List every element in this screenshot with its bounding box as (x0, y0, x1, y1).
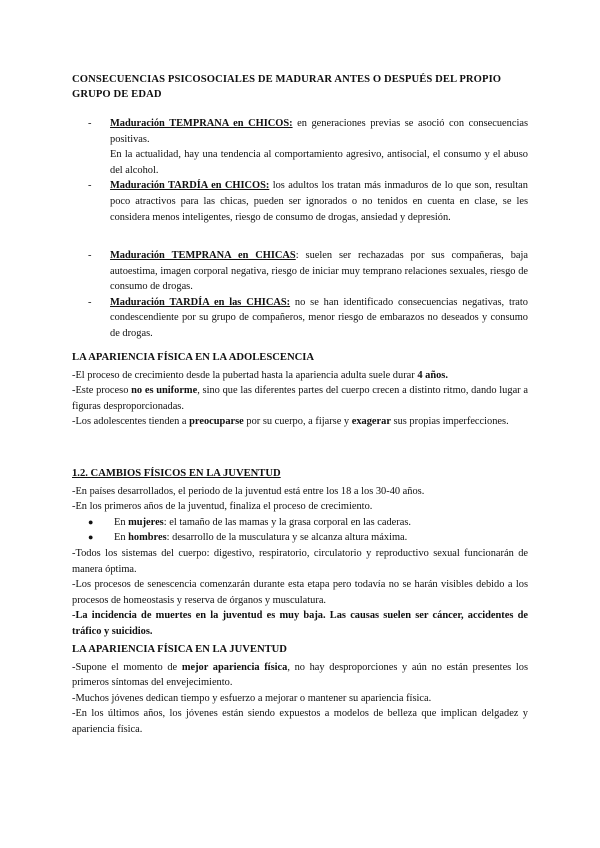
item-lead: Maduración TEMPRANA en CHICOS: (110, 118, 293, 129)
item-lead: Maduración TARDÍA en las CHICAS: (110, 296, 291, 308)
section-juventud (72, 642, 528, 738)
document-title: CONSECUENCIAS PSICOSOCIALES DE MADURAR ANTES O DESPUÉS DEL PROPIO GRUPO DE EDAD (72, 74, 502, 100)
list-item (88, 248, 528, 295)
paragraph: -Este proceso no es uniforme, sino que las diferentes partes del cuerpo crecen a distinto ritmo, dando lugar a figuras desproporcionadas. (72, 385, 528, 412)
paragraph: -Los adolescentes tienden a preocuparse por su cuerpo, a fijarse y exagerar sus propias imperfecciones. (72, 416, 509, 428)
paragraph: -Todos los sistemas del cuerpo: digestivo, respiratorio, circulatorio y reproductivo sexual funcionarán de manera óptima. (72, 547, 528, 575)
dash-bullet: - (88, 250, 92, 261)
list-item (88, 295, 528, 342)
maduration-list-boys (88, 116, 528, 225)
item-text: en generaciones previas se asoció con consecuencias positivas. (110, 118, 529, 145)
dot-bullet: ● (88, 516, 94, 527)
dash-bullet: - (88, 118, 92, 129)
dash-bullet: - (88, 296, 92, 308)
item-lead: Maduración TEMPRANA en CHICAS (110, 250, 296, 261)
list-item: ● En mujeres: el tamaño de las mamas y la grasa corporal en las caderas. (72, 515, 528, 531)
section-heading: LA APARIENCIA FÍSICA EN LA ADOLESCENCIA (72, 352, 315, 363)
dot-bullet: ● (88, 532, 94, 543)
paragraph: -Muchos jóvenes dedican tiempo y esfuerzo a mejorar o mantener su apariencia física. (72, 692, 432, 704)
maduration-list-girls (88, 248, 528, 342)
paragraph: -Supone el momento de mejor apariencia física, no hay desproporciones y aún no están presentes los primeros síntomas del envejecimiento. (72, 661, 529, 689)
section-heading: LA APARIENCIA FÍSICA EN LA JUVENTUD (72, 644, 287, 655)
section-heading: 1.2. CAMBIOS FÍSICOS EN LA JUVENTUD (72, 468, 281, 479)
item-text: los adultos los tratan más inmaduros de lo que son, resultan poco atractivos para las chicas, pueden ser ignorados o no tenidos en cuenta en clase, se les considera menos inteligentes, riesgo de consumo de drogas, ansiedad y depresión. (110, 180, 528, 223)
bullet-list (72, 515, 528, 546)
list-item (88, 178, 528, 225)
item-text: no se han identificado consecuencias negativas, trato condescendiente por su grupo de compañeros, menor riesgo de embarazos no deseados y consumo de drogas. (110, 296, 528, 339)
paragraph: -En los últimos años, los jóvenes están siendo expuestos a modelos de belleza que implican delgadez y apariencia física. (72, 708, 528, 735)
section-adolescencia (72, 350, 528, 430)
dash-bullet: - (88, 180, 92, 192)
list-item: ● En hombres: desarrollo de la musculatura y se alcanza altura máxima. (72, 530, 528, 546)
item-extra: En la actualidad, hay una tendencia al comportamiento agresivo, antisocial, el consumo y el abuso del alcohol. (110, 149, 528, 176)
section-cambios (72, 466, 528, 640)
item-text: : suelen ser rechazadas por sus compañeras, baja autoestima, imagen corporal negativa, riesgo de iniciar muy temprano relaciones sexuales, riesgo de consumo de drogas. (110, 250, 529, 293)
list-item (88, 116, 528, 178)
paragraph: -Los procesos de senescencia comenzarán durante esta etapa pero todavía no se harán visibles debido a los procesos de homeostasis y reserva de órganos y musculatura. (72, 579, 528, 606)
paragraph: -En los primeros años de la juventud, finaliza el proceso de crecimiento. (72, 501, 373, 513)
item-lead: Maduración TARDÍA en CHICOS: (110, 180, 270, 192)
paragraph: -En países desarrollados, el periodo de la juventud está entre los 18 a los 30-40 años. (72, 485, 425, 497)
paragraph: -La incidencia de muertes en la juventud es muy baja. Las causas suelen ser cáncer, accidentes de tráfico y suicidios. (72, 610, 528, 637)
paragraph: -El proceso de crecimiento desde la pubertad hasta la apariencia adulta suele durar 4 años. (72, 369, 448, 381)
